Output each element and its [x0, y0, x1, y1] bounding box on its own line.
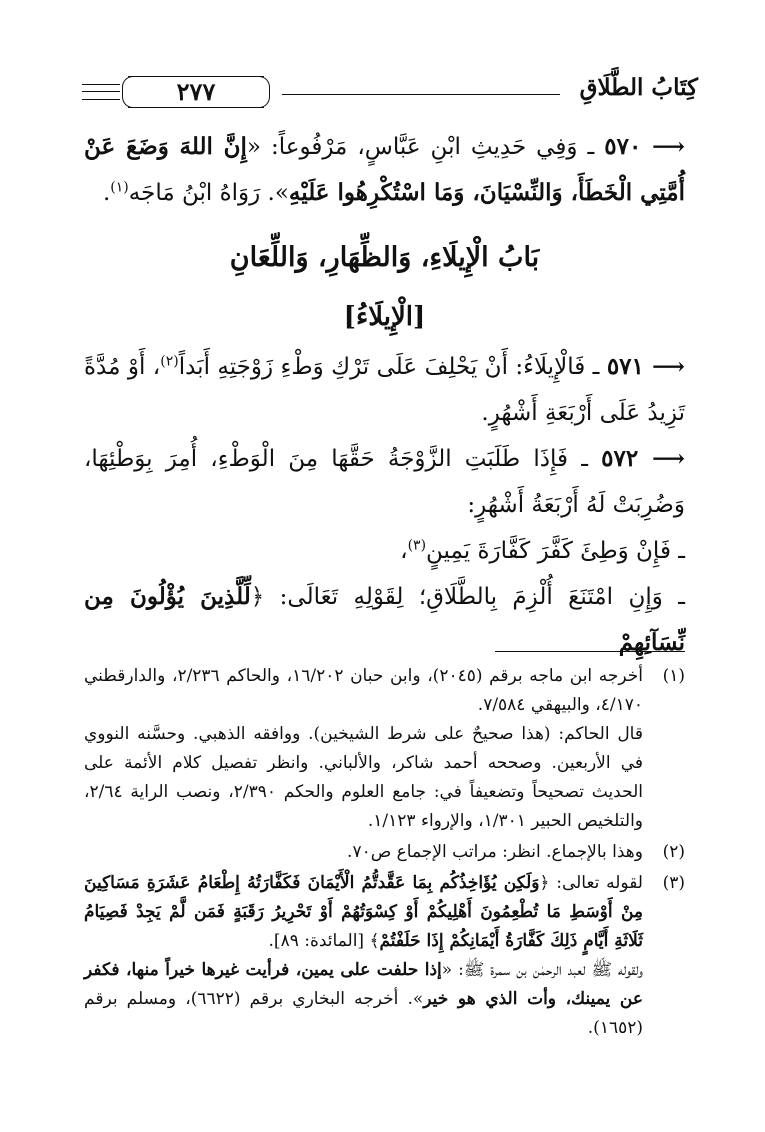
footnote-line: ولقوله ﷺ لعبد الرحمٰن بن سمرة ﷺ: «إذا حلفت على يمين، فرأيت غيرها خيراً منها، فكفر عن يمينك، وأت الذي هو خير». أخرجه البخاري برقم (٦٦٢٢)، ومسلم برقم (١٦٥٢). [84, 960, 643, 1038]
header-ornament-lines [82, 84, 120, 100]
footnote-number: (١) [662, 666, 685, 686]
section-subheading: [الْإِيلَاءُ] [343, 302, 426, 332]
quran-text: لِّلَّذِينَ يُؤْلُونَ مِن نِّسَآئِهِمْ [84, 583, 685, 656]
list-item: ـ فَإِنْ وَطِئَ كَفَّرَ كَفَّارَةَ يَمِينٍ$^{(٣)}$، [400, 537, 685, 564]
paragraph-marker: ⟶ ٥٧٢ [601, 445, 686, 472]
book-title: كِتَابُ الطَّلَاقِ [579, 74, 698, 101]
header-rule [282, 94, 560, 95]
paragraph-marker: ⟶ ٥٧١ [606, 353, 685, 380]
footnote-line: قال الحاكم: (هذا صحيحٌ على شرط الشيخين). ووافقه الذهبي. وحسَّنه النووي في الأربعين. وصححه أحمد شاكر، والألباني. وانظر تفصيل كلام الأئمة على الحديث تصحيحاً وتضعيفاً في: جامع العلوم والحكم ٢/٣٩٠، ونصب الراية ٢/٦٤، والتلخيص الحبير ١/٣٠١، والإرواء ١/١٢٣. [84, 724, 643, 831]
footnote-line: وهذا بالإجماع. انظر: مراتب الإجماع ص٧٠. [347, 842, 643, 862]
page-header [82, 72, 698, 112]
paragraph-572: ⟶ ٥٧٢ ـ فَإِذَا طَلَبَتِ الزَّوْجَةُ حَقَّهَا مِنَ الْوَطْءِ، أُمِرَ بِوَطْئِهَا، وَضُرِبَتْ لَهُ أَرْبَعَةُ أَشْهُرٍ: [84, 445, 686, 518]
paragraph-571: ⟶ ٥٧١ ـ فَالْإِيلَاءُ: أَنْ يَحْلِفَ عَلَى تَرْكِ وَطْءِ زَوْجَتِهِ أَبَداً$^{(٢)}$، أَوْ مُدَّةً تَزِيدُ عَلَى أَرْبَعَةِ أَشْهُرٍ. [84, 353, 685, 426]
footnote [84, 838, 685, 867]
footnote-number: (٢) [662, 842, 685, 862]
footnote-line: لقوله تعالى: ﴿وَلَكِن يُؤَاخِذُكُم بِمَا عَقَّدتُّمُ الْأَيْمَانَ فَكَفَّارَتُهُ إِطْعَامُ عَشَرَةِ مَسَاكِينَ مِنْ أَوْسَطِ مَا تُطْعِمُونَ أَهْلِيكُمْ أَوْ كِسْوَتُهُمْ أَوْ تَحْرِيرُ رَقَبَةٍ فَمَن لَّمْ يَجِدْ فَصِيَامُ ثَلَاثَةِ أَيَّامٍ ذَلِكَ كَفَّارَةُ أَيْمَانِكُمْ إِذَا حَلَفْتُمْ﴾ [المائدة: ٨٩]. [84, 873, 643, 951]
chapter-heading: بَابُ الْإِيلَاءِ، وَالظِّهَارِ، وَاللِّعَانِ [229, 242, 540, 273]
paragraph-marker: ⟶ ٥٧٠ [604, 133, 686, 160]
footnote-ref: (٢) [160, 353, 179, 370]
footnote-line: أخرجه ابن ماجه برقم (٢٠٤٥)، وابن حبان ١٦/٢٠٢، والحاكم ٢/٢٣٦، والدارقطني ٤/١٧٠، والبيهقي ٧/٥٨٤. [84, 666, 643, 715]
quran-text: وَلَكِن يُؤَاخِذُكُم بِمَا عَقَّدتُّمُ الْأَيْمَانَ فَكَفَّارَتُهُ إِطْعَامُ عَشَرَةِ مَسَاكِينَ مِنْ أَوْسَطِ مَا تُطْعِمُونَ أَهْلِيكُمْ أَوْ كِسْوَتُهُمْ أَوْ تَحْرِيرُ رَقَبَةٍ فَمَن لَّمْ يَجِدْ فَصِيَامُ ثَلَاثَةِ أَيَّامٍ ذَلِكَ كَفَّارَةُ أَيْمَانِكُمْ إِذَا حَلَفْتُمْ [84, 873, 643, 951]
hadith-text: إذا حلفت على يمين، فرأيت غيرها خيراً منها، فكفر عن يمينك، وأت الذي هو خير [84, 960, 643, 1009]
hadith-text: إِنَّ اللهَ وَضَعَ عَنْ أُمَّتِي الْخَطَأَ، وَالنِّسْيَانَ، وَمَا اسْتُكْرِهُوا عَلَيْهِ [84, 133, 685, 206]
footnote-number: (٣) [662, 873, 685, 893]
footnote-ref: (٣) [407, 537, 427, 554]
footnotes [84, 662, 685, 1045]
footnote [84, 869, 685, 1043]
footnote [84, 662, 685, 836]
main-text [84, 124, 685, 666]
footnote-ref: (١) [110, 179, 129, 196]
paragraph-570: ⟶ ٥٧٠ ـ وَفِي حَدِيثِ ابْنِ عَبَّاسٍ، مَرْفُوعاً: «إِنَّ اللهَ وَضَعَ عَنْ أُمَّتِي الْخَطَأَ، وَالنِّسْيَانَ، وَمَا اسْتُكْرِهُوا عَلَيْهِ». رَوَاهُ ابْنُ مَاجَه$^{(١)}$. [84, 133, 686, 206]
list-item: ـ وَإِنِ امْتَنَعَ أُلْزِمَ بِالطَّلَاقِ؛ لِقَوْلِهِ تَعَالَى: ﴿لِّلَّذِينَ يُؤْلُونَ مِن نِّسَآئِهِمْ [84, 583, 686, 656]
footnote-divider [495, 651, 685, 652]
page-number: ٢٧٧ [128, 76, 264, 108]
